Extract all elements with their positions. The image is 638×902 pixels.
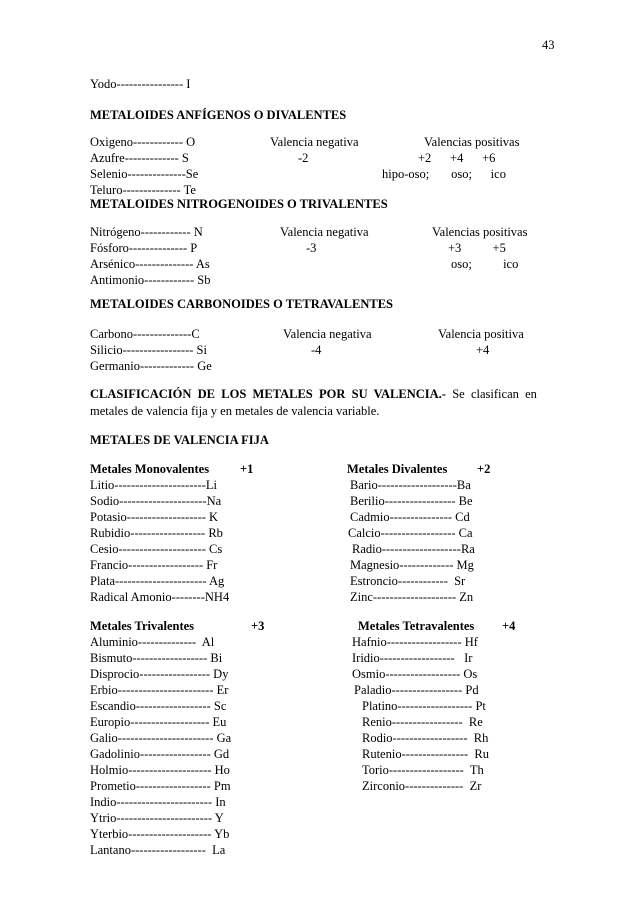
metal-line: Litio----------------------Li — [90, 478, 217, 492]
classification-heading: CLASIFICACIÓN DE LOS METALES POR SU VALENCIA.- — [90, 387, 446, 401]
element-line: Oxigeno------------ O — [90, 135, 196, 149]
classification-paragraph-line1 — [90, 386, 537, 402]
metal-line: Hafnio------------------ Hf — [352, 635, 478, 649]
metal-line: Zirconio-------------- Zr — [362, 779, 482, 793]
metal-line: Gadolinio----------------- Gd — [90, 747, 230, 761]
element-line: Teluro-------------- Te — [90, 183, 196, 197]
yodo-line: Yodo---------------- I — [90, 77, 191, 91]
metal-line: Potasio------------------- K — [90, 510, 219, 524]
metal-line: Radio-------------------Ra — [352, 542, 475, 556]
classification-paragraph-line2: metales de valencia fija y en metales de valencia variable. — [90, 404, 380, 418]
metal-line: Rubidio------------------ Rb — [90, 526, 223, 540]
element-line: Fósforo-------------- P — [90, 241, 198, 255]
negative-valence-label: Valencia negativa — [270, 135, 359, 149]
metal-line: Paladio----------------- Pd — [354, 683, 479, 697]
metal-line: Cesio--------------------- Cs — [90, 542, 223, 556]
metal-line: Europio------------------- Eu — [90, 715, 227, 729]
fixed-valence-heading: METALES DE VALENCIA FIJA — [90, 433, 269, 447]
metal-line: Escandio------------------ Sc — [90, 699, 227, 713]
negative-valence-value: -3 — [306, 241, 317, 255]
positive-valence-values: +3 +5 — [448, 241, 506, 255]
metal-line: Rutenio---------------- Ru — [362, 747, 490, 761]
metal-line: Osmio------------------ Os — [352, 667, 478, 681]
positive-valence-names: hipo-oso; oso; ico — [382, 167, 506, 181]
metal-line: Erbio----------------------- Er — [90, 683, 229, 697]
positive-valence-label: Valencias positivas — [432, 225, 528, 239]
metal-line: Francio------------------ Fr — [90, 558, 218, 572]
positive-valence-value: +4 — [476, 343, 490, 357]
negative-valence-label: Valencia negativa — [283, 327, 372, 341]
metal-line: Bario-------------------Ba — [350, 478, 471, 492]
metal-line: Galio----------------------- Ga — [90, 731, 232, 745]
metal-line: Rodio------------------ Rh — [362, 731, 489, 745]
metal-line: Platino------------------ Pt — [362, 699, 486, 713]
page-number: 43 — [542, 38, 555, 52]
positive-valence-label: Valencia positiva — [438, 327, 524, 341]
element-line: Arsénico-------------- As — [90, 257, 210, 271]
metal-line: Berilio----------------- Be — [350, 494, 473, 508]
monovalent-valence: +1 — [240, 462, 254, 476]
metal-line: Radical Amonio--------NH4 — [90, 590, 230, 604]
section-heading-carbonoides: METALOIDES CARBONOIDES O TETRAVALENTES — [90, 297, 393, 311]
element-line: Silicio----------------- Si — [90, 343, 207, 357]
classification-text: Se clasifican en — [445, 387, 537, 401]
element-line: Selenio--------------Se — [90, 167, 199, 181]
metal-line: Prometio------------------ Pm — [90, 779, 231, 793]
tetravalent-title: Metales Tetravalentes — [358, 619, 475, 633]
positive-valence-label: Valencias positivas — [424, 135, 520, 149]
metal-line: Ytrio----------------------- Y — [90, 811, 224, 825]
positive-valence-values: +2 +4 +6 — [418, 151, 496, 165]
positive-valence-names: oso; ico — [451, 257, 519, 271]
metal-line: Zinc-------------------- Zn — [350, 590, 474, 604]
metal-line: Sodio---------------------Na — [90, 494, 222, 508]
element-line: Carbono--------------C — [90, 327, 200, 341]
section-heading-nitrogenoides: METALOIDES NITROGENOIDES O TRIVALENTES — [90, 197, 388, 211]
metal-line: Estroncio------------ Sr — [350, 574, 466, 588]
monovalent-title: Metales Monovalentes — [90, 462, 210, 476]
trivalent-valence: +3 — [251, 619, 265, 633]
metal-line: Plata---------------------- Ag — [90, 574, 225, 588]
element-line: Antimonio------------ Sb — [90, 273, 211, 287]
metal-line: Yterbio-------------------- Yb — [90, 827, 230, 841]
metal-line: Torio------------------ Th — [362, 763, 484, 777]
element-line: Nitrógeno------------ N — [90, 225, 203, 239]
metal-line: Indio----------------------- In — [90, 795, 226, 809]
trivalent-title: Metales Trivalentes — [90, 619, 195, 633]
divalent-valence: +2 — [477, 462, 491, 476]
tetravalent-valence: +4 — [502, 619, 516, 633]
metal-line: Cadmio--------------- Cd — [350, 510, 470, 524]
metal-line: Calcio------------------ Ca — [348, 526, 473, 540]
metal-line: Iridio------------------ Ir — [352, 651, 473, 665]
section-heading-anfigenos: METALOIDES ANFÍGENOS O DIVALENTES — [90, 108, 347, 122]
metal-line: Aluminio-------------- Al — [90, 635, 215, 649]
negative-valence-value: -4 — [311, 343, 322, 357]
metal-line: Holmio-------------------- Ho — [90, 763, 230, 777]
metal-line: Disprocio----------------- Dy — [90, 667, 229, 681]
metal-line: Renio----------------- Re — [362, 715, 483, 729]
element-line: Germanio------------- Ge — [90, 359, 212, 373]
metal-line: Magnesio------------- Mg — [350, 558, 474, 572]
metal-line: Lantano------------------ La — [90, 843, 226, 857]
negative-valence-label: Valencia negativa — [280, 225, 369, 239]
negative-valence-value: -2 — [298, 151, 309, 165]
metal-line: Bismuto------------------ Bi — [90, 651, 223, 665]
element-line: Azufre------------- S — [90, 151, 189, 165]
divalent-title: Metales Divalentes — [347, 462, 448, 476]
